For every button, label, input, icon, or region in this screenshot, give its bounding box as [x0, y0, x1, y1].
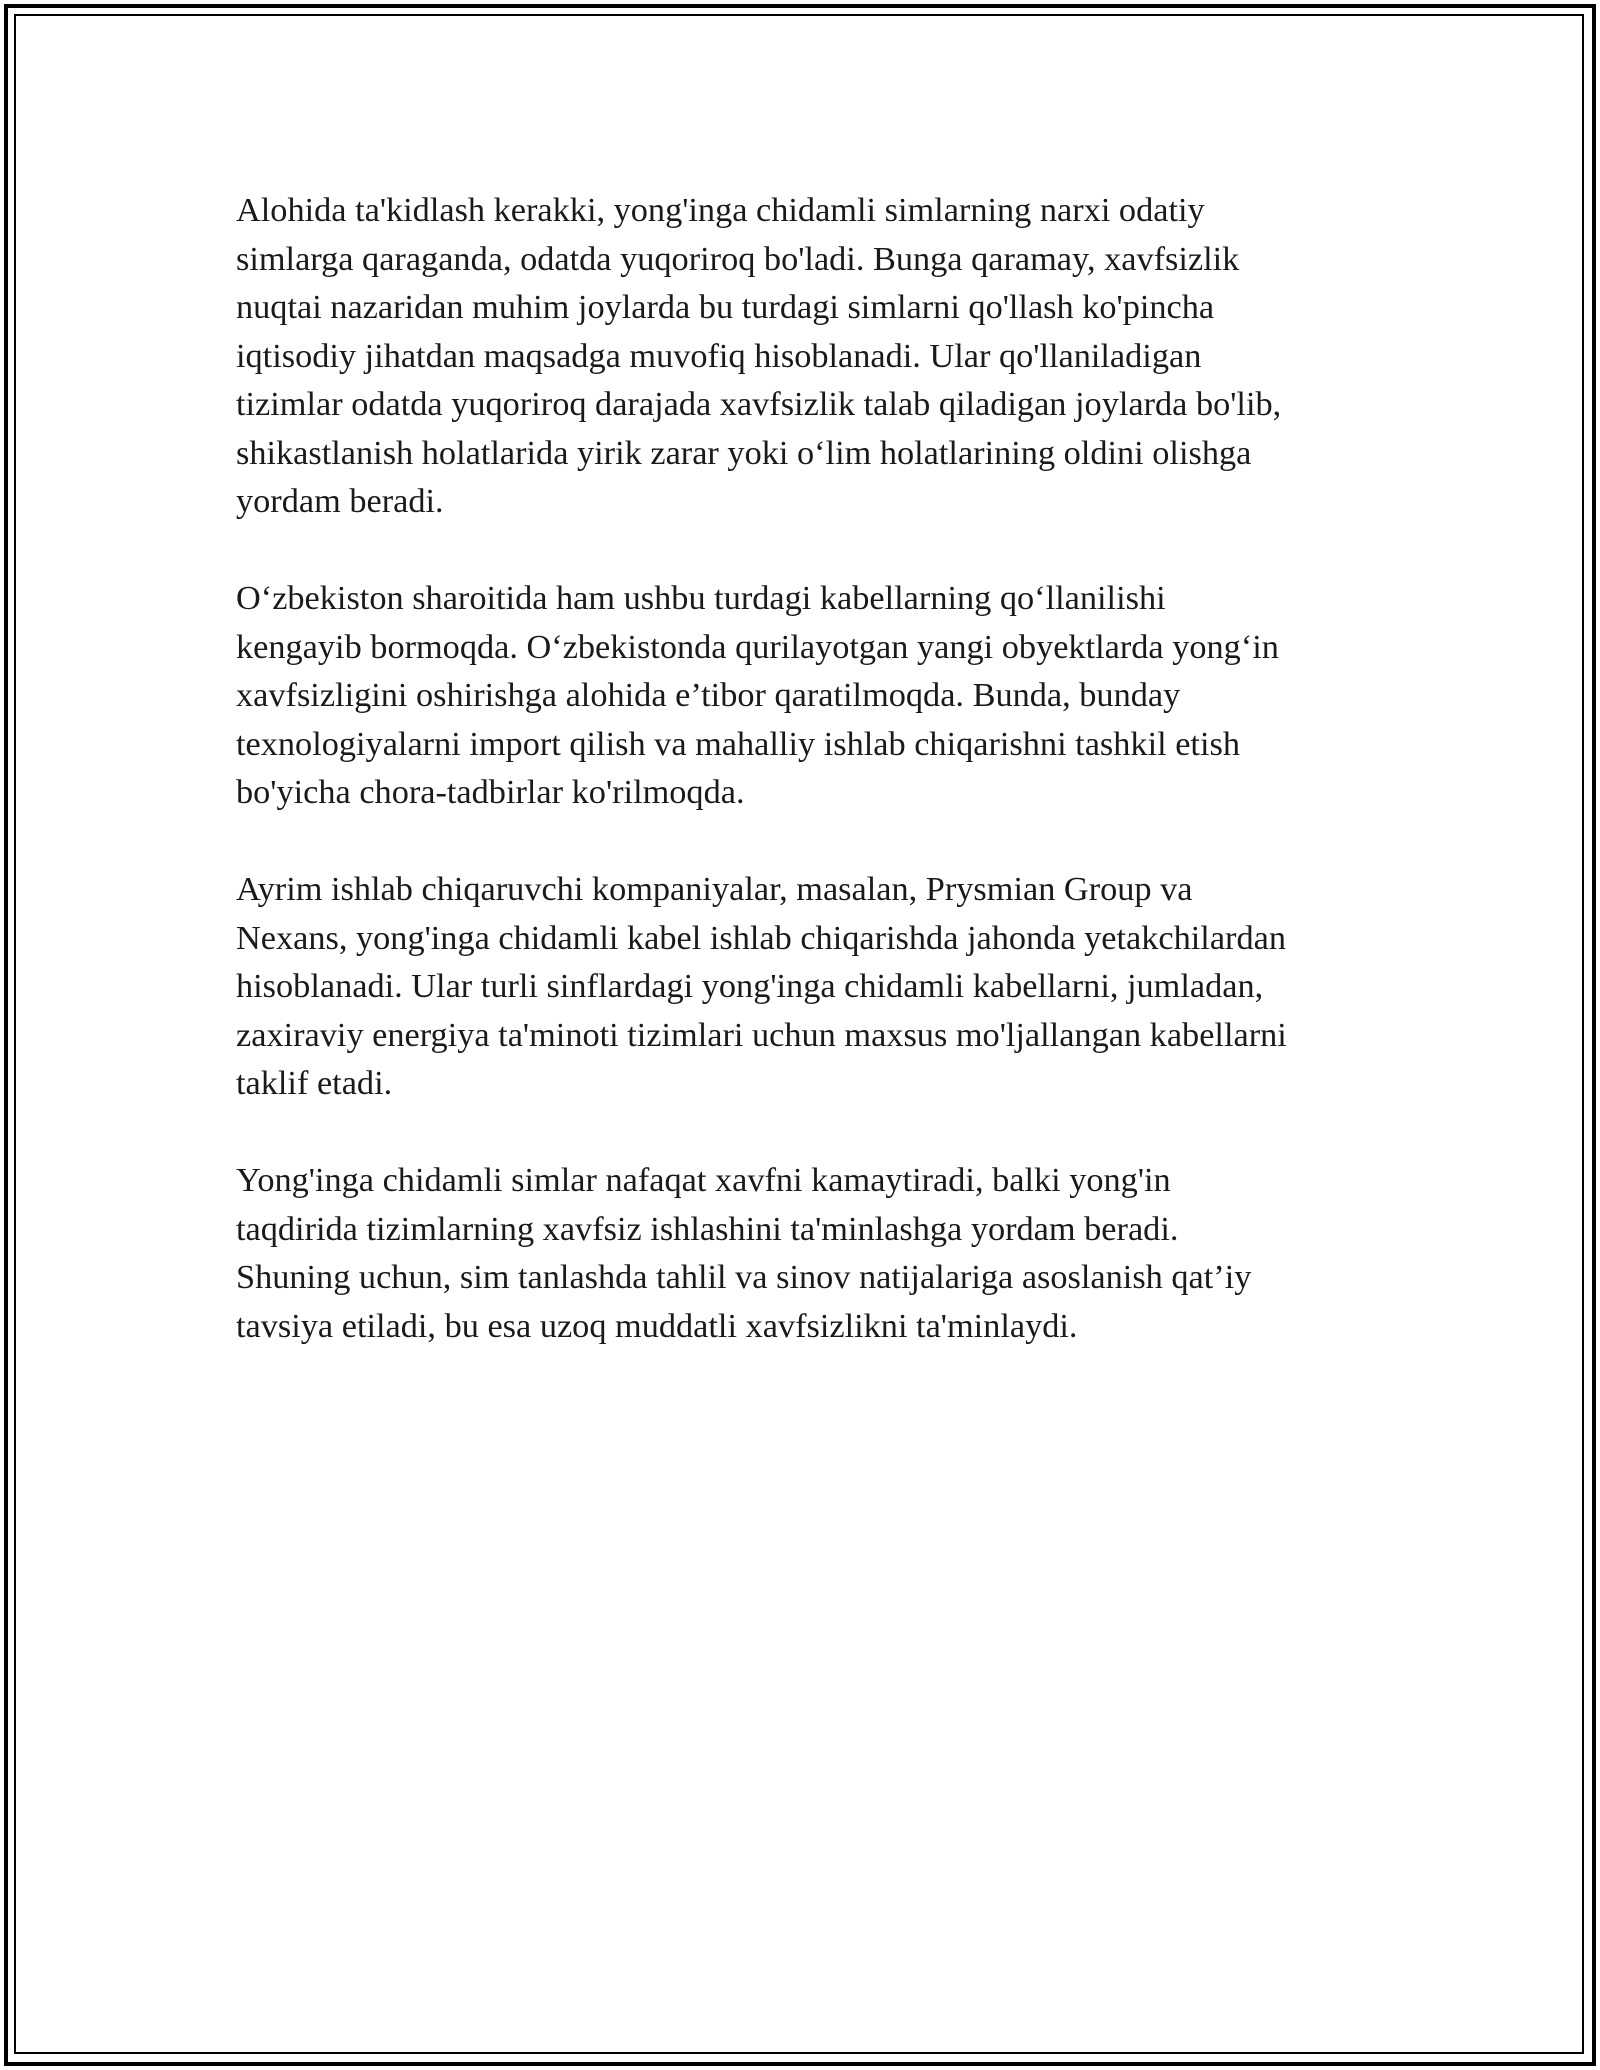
- text-line: tizimlar odatda yuqoriroq darajada xavfsizlik talab qiladigan joylarda bo'lib,: [236, 385, 1282, 423]
- text-line: bo'yicha chora-tadbirlar ko'rilmoqda.: [236, 773, 745, 811]
- text-line: iqtisodiy jihatdan maqsadga muvofiq hisoblanadi. Ular qo'llaniladigan: [236, 336, 1202, 375]
- text-line: taqdirida tizimlarning xavfsiz ishlashini ta'minlashga yordam beradi.: [236, 1209, 1179, 1248]
- text-line: zaxiraviy energiya ta'minoti tizimlari uchun maxsus mo'ljallangan kabellarni: [236, 1015, 1287, 1054]
- text-line: yordam beradi.: [236, 482, 444, 520]
- paragraph-1: [236, 186, 1376, 526]
- text-line: Nexans, yong'inga chidamli kabel ishlab chiqarishda jahonda yetakchilardan: [236, 918, 1286, 957]
- text-line: Shuning uchun, sim tanlashda tahlil va sinov natijalariga asoslanish qat’iy: [236, 1258, 1252, 1296]
- text-line: nuqtai nazaridan muhim joylarda bu turdagi simlarni qo'llash ko'pincha: [236, 288, 1215, 326]
- document-body: [236, 186, 1376, 1399]
- text-line: taklif etadi.: [236, 1064, 393, 1102]
- text-line: simlarga qaraganda, odatda yuqoriroq bo'ladi. Bunga qaramay, xavfsizlik: [236, 239, 1240, 278]
- text-line: tavsiya etiladi, bu esa uzoq muddatli xavfsizlikni ta'minlaydi.: [236, 1306, 1078, 1345]
- text-line: kengayib bormoqda. O‘zbekistonda qurilayotgan yangi obyektlarda yong‘in: [236, 627, 1279, 666]
- text-line: texnologiyalarni import qilish va mahalliy ishlab chiqarishni tashkil etish: [236, 724, 1240, 763]
- text-line: xavfsizligini oshirishga alohida e’tibor qaratilmoqda. Bunda, bunday: [236, 676, 1181, 714]
- paragraph-4: [236, 1156, 1376, 1350]
- text-line: O‘zbekiston sharoitida ham ushbu turdagi kabellarning qo‘llanilishi: [236, 579, 1166, 617]
- paragraph-2: [236, 574, 1376, 817]
- text-line: shikastlanish holatlarida yirik zarar yoki o‘lim holatlarining oldini olishga: [236, 433, 1252, 472]
- paragraph-3: [236, 865, 1376, 1108]
- text-line: hisoblanadi. Ular turli sinflardagi yong'inga chidamli kabellarni, jumladan,: [236, 967, 1264, 1005]
- text-line: Yong'inga chidamli simlar nafaqat xavfni kamaytiradi, balki yong'in: [236, 1161, 1171, 1199]
- text-line: Alohida ta'kidlash kerakki, yong'inga chidamli simlarning narxi odatiy: [236, 191, 1205, 229]
- text-line: Ayrim ishlab chiqaruvchi kompaniyalar, masalan, Prysmian Group va: [236, 870, 1193, 908]
